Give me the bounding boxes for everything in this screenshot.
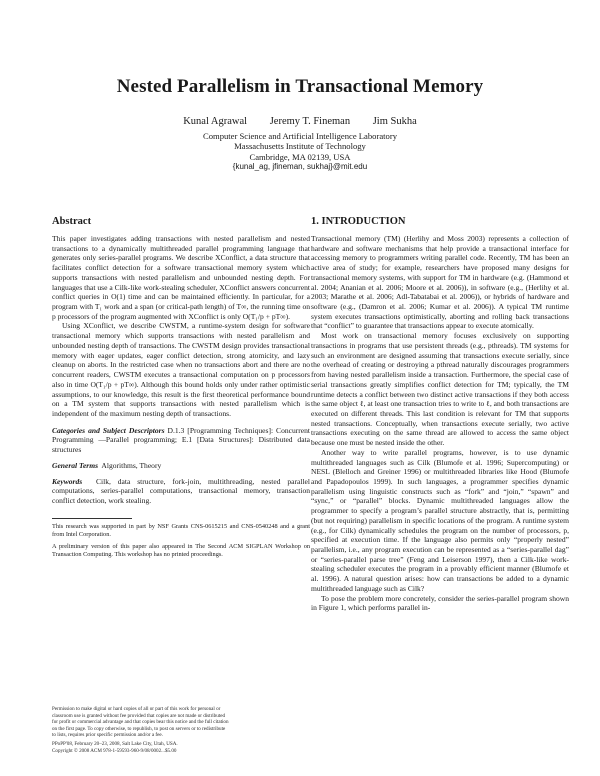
copyright-line: Copyright © 2008 ACM 978-1-59593-960-9/08/0002...$5.00 (52, 747, 177, 754)
author-emails: {kunal_ag, jfineman, sukhaj}@mit.edu (232, 161, 368, 171)
categories-text: D.1.3 [Programming Techniques]: Concurrent Programming —Parallel programming; E.1 [Data Structures]: Distributed data structures (52, 425, 310, 455)
intro-paragraph: Transactional memory (TM) (Herlihy and Moss 2003) represents a collection of hardware and software mechanisms that help provide a transactional interface for accessing memory to programmers writing parallel code. Recently, TM has been an active area of study; for example, researchers have proposed many designs for transactional memory systems, with support for TM in hardware (e.g. (Hammond et al. 2004; Ananian et al. 2006; Moore et al. 2006)), in software (e.g., (Herlihy et al. 2003; Marathe et al. 2006; Adl-Tabatabai et al. 2006)), or hybrids of hardware and software (e.g., (Damron et al. 2006; Kumar et al. 2006)). A typical TM runtime system executes transactions optimistically, aborting and rolling back transactions that “conflict” to guarantee that transactions appear to execute atomically. (311, 234, 569, 331)
affiliation-line: Cambridge, MA 02139, USA (249, 151, 351, 162)
copyright-notice (52, 706, 310, 754)
author-name: Jeremy T. Fineman (269, 116, 351, 127)
legal-line: to lists, requires prior specific permission and/or a fee. (52, 732, 163, 739)
abstract-heading: Abstract (52, 216, 92, 227)
keywords-section (52, 477, 310, 506)
footnote-divider (52, 518, 132, 519)
funding-footnote: This research was supported in part by NSF Grants CNS-0615215 and CNS-0540248 and a grant from Intel Corporation. (52, 522, 310, 538)
legal-line: Permission to make digital or hard copies of all or part of this work for personal or (52, 706, 221, 712)
intro-paragraph: Another way to write parallel programs, however, is to use dynamic multithreaded languages such as Cilk (Blumofe et al. 1996; Supercomputing) or NESL (Blelloch and Greiner 1996) or multithreaded libraries like Hood (Blumofe and Papadopoulos 1999). In such languages, a programmer specifies dynamic parallelism using linguistic constructs such as “fork” and “join,” “spawn” and “sync,” or “parallel” blocks. Dynamic multithreaded languages allow the programmer to specify a program’s parallel structure abstractly, that is, permitting (but not requiring) parallelism in specific locations of the program. A runtime system (e.g., for Cilk) dynamically schedules the program on the number of processors, p, specified at execution time. If the language also permits only “properly nested” parallelism, i.e., any program execution can be represented as a “series-parallel dag” or “series-parallel parse tree” (Feng and Leiserson 1997), then a Cilk-like work-stealing scheduler executes the program in a provably efficient manner (Blumofe et al. 1996). A natural question arises: how can transactions be added to a dynamic multithreaded language such as Cilk? (311, 447, 569, 593)
legal-line: for profit or commercial advantage and that copies bear this notice and the full citation (52, 719, 229, 726)
intro-paragraph: Most work on transactional memory focuses exclusively on supporting transactions in programs that use persistent threads (e.g., pthreads). TM systems for such an environment are designed assuming that transactions execute serially, since the overhead of creating or destroying a pthread naturally discourages programmers from having nested parallelism inside a transaction. Furthermore, the special case of serial transactions greatly simplifies conflict detection for TM; typically, the TM runtime detects a conflict between two distinct active transactions if they both access the same object ℓ, at least one transaction tries to write to ℓ, and both transactions are executed on different threads. This last condition is relevant for TM that supports nested transactions. Conceptually, when transactions execute serially, two active transactions executing on the same thread are allowed to access the same object because one must be nested inside the other. (311, 331, 569, 448)
legal-line: classroom use is granted without fee provided that copies are not made or distributed (52, 712, 225, 719)
keywords-heading: Keywords (52, 476, 83, 486)
right-column (311, 216, 569, 613)
general-terms-section (52, 461, 310, 471)
author-list (0, 116, 600, 127)
affiliation-line: Massachusetts Institute of Technology (234, 141, 366, 152)
legal-line: on the first page. To copy otherwise, to republish, to post on servers or to redistribute (52, 725, 226, 732)
intro-paragraph: To pose the problem more concretely, consider the series-parallel program shown in Figure 1, which performs parallel in- (311, 593, 569, 613)
categories-heading: Categories and Subject Descriptors (52, 425, 165, 435)
categories-section (52, 426, 310, 455)
general-terms-text: Algorithms, Theory (101, 460, 162, 470)
paper-title: Nested Parallelism in Transactional Memory (116, 76, 484, 97)
left-column (52, 216, 310, 559)
conference-line: PPoPP'08, February 20–23, 2008, Salt Lake City, Utah, USA. (52, 740, 178, 747)
preliminary-version-footnote: A preliminary version of this paper also appeared in The Second ACM SIGPLAN Workshop on Transaction Computing. This workshop has no printed proceedings. (52, 542, 310, 558)
author-name: Kunal Agrawal (183, 116, 248, 127)
introduction-heading: 1. INTRODUCTION (311, 216, 406, 227)
affiliation-line: Computer Science and Artificial Intelligence Laboratory (202, 131, 397, 141)
affiliation-block (0, 131, 600, 172)
abstract-paragraph: This paper investigates adding transactions with nested parallelism and nested transactions to a dynamically multithreaded parallel programming language that generates only series-parallel programs. We describe XConflict, a data structure that facilitates conflict detection for a software transactional memory system which supports transactions with nested parallelism and unbounded nesting depth. For languages that use a Cilk-like work-stealing scheduler, XConflict answers concurrent conflict queries in O(1) time and can be maintained efficiently. In particular, for a program with T₁ work and a span (or critical-path length) of T∞, the running time on p processors of the program augmented with XConflict is only O(T₁/p + pT∞). (52, 234, 310, 321)
keywords-text: Cilk, data structure, fork-join, multithreading, nested parallel computations, series-parallel computations, transactional memory, transaction conflict detection, work stealing. (52, 476, 310, 505)
author-name: Jim Sukha (372, 116, 417, 127)
general-terms-heading: General Terms (52, 460, 99, 470)
abstract-paragraph: Using XConflict, we describe CWSTM, a runtime-system design for software transactional memory which supports transactions with nested parallelism and unbounded nesting depth of transactions. The CWSTM design provides transactional memory with eager updates, eager conflict detection, strong atomicity, and lazy cleanup on aborts. In the restricted case when no transactions abort and there are no concurrent readers, CWSTM executes a transactional computation on p processors also in time O(T₁/p + pT∞). Although this bound holds only under rather optimistic assumptions, to our knowledge, this result is the first theoretical performance bound on a TM system that supports transactions with nested parallelism which is independent of the maximum nesting depth of transactions. (52, 321, 310, 418)
